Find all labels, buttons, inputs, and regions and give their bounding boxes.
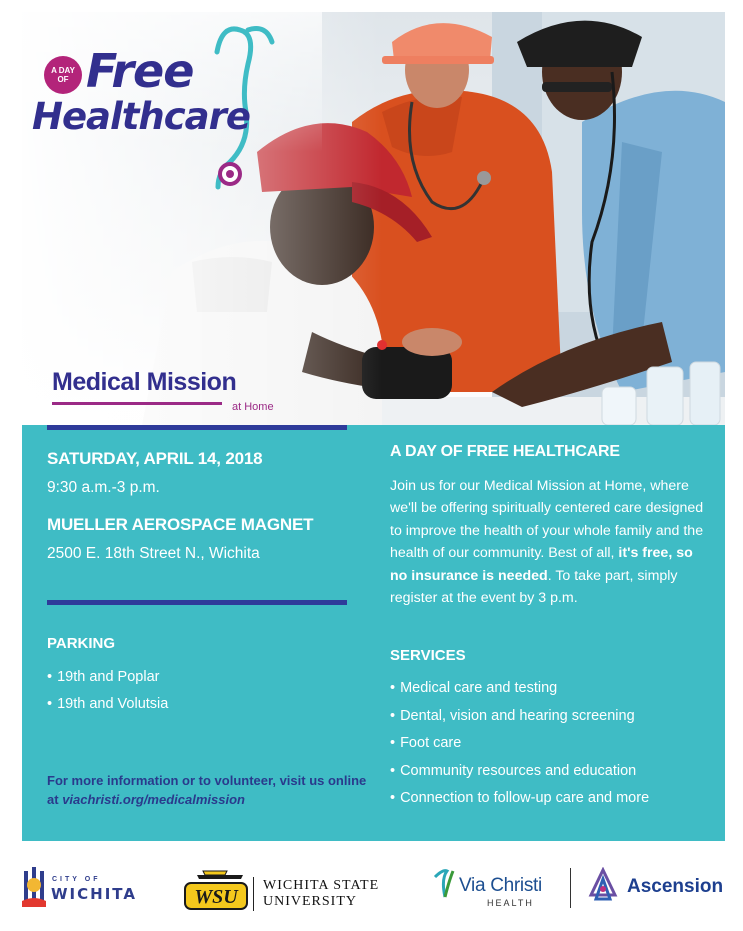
medical-mission-title: Medical Mission bbox=[52, 368, 237, 396]
via-christi-sub: HEALTH bbox=[487, 898, 534, 908]
mid-divider-bar bbox=[47, 600, 347, 605]
wsu-divider bbox=[253, 877, 254, 911]
via-christi-name: Via Christi bbox=[459, 875, 542, 896]
wichita-city-label: CITY OF bbox=[52, 876, 101, 883]
medical-mission-rule bbox=[52, 402, 222, 405]
wsu-mark-text: WSU bbox=[194, 886, 238, 908]
services-heading: SERVICES bbox=[390, 647, 466, 664]
sponsor-logos bbox=[0, 841, 743, 931]
services-list bbox=[390, 675, 649, 813]
list-item: • Dental, vision and hearing screening bbox=[390, 707, 635, 724]
ascension-icon bbox=[585, 867, 621, 903]
via-christi-logo bbox=[433, 865, 573, 915]
medical-mission-subtitle: at Home bbox=[232, 401, 274, 413]
list-item: • Connection to follow-up care and more bbox=[390, 790, 650, 806]
more-info-text: For more information or to volunteer, visit us online at viachristi.org/medicalmission bbox=[47, 773, 367, 807]
top-divider-bar bbox=[47, 425, 347, 430]
wichita-state-logo bbox=[183, 869, 383, 913]
info-panel bbox=[22, 425, 725, 841]
event-address: 2500 E. 18th Street N., Wichita bbox=[47, 545, 260, 562]
event-date: SATURDAY, APRIL 14, 2018 bbox=[47, 449, 263, 468]
logo-separator bbox=[570, 868, 571, 908]
wsu-name: WICHITA STATE UNIVERSITY bbox=[263, 878, 380, 909]
parking-list bbox=[47, 664, 168, 718]
more-info-link[interactable]: viachristi.org/medicalmission bbox=[62, 792, 245, 807]
day-of-badge: A DAY OF bbox=[44, 56, 82, 94]
wichita-flag-icon bbox=[22, 865, 48, 909]
wichita-name: WICHITA bbox=[51, 885, 137, 903]
about-heading: A DAY OF FREE HEALTHCARE bbox=[390, 443, 620, 460]
via-christi-icon bbox=[433, 867, 459, 903]
hero-photo bbox=[22, 12, 725, 425]
about-body: Join us for our Medical Mission at Home, where we'll be offering spiritually centered care designed to improve the health of your whole family and the health of our community. Best of all, it's free, so no insurance is needed. To take part, simply register at the event by 3 p.m. bbox=[390, 478, 704, 607]
list-item: • 19th and Poplar bbox=[47, 669, 160, 685]
ascension-name: Ascension bbox=[627, 876, 724, 897]
wsu-shocker-icon bbox=[183, 869, 249, 913]
parking-heading: PARKING bbox=[47, 635, 116, 652]
title-free: Free bbox=[86, 44, 194, 98]
event-venue: MUELLER AEROSPACE MAGNET bbox=[47, 515, 314, 534]
medical-mission-logo bbox=[52, 368, 292, 413]
list-item: • 19th and Volutsia bbox=[47, 696, 169, 712]
ascension-logo bbox=[585, 867, 735, 907]
city-of-wichita-logo bbox=[22, 865, 137, 911]
title-healthcare: Healthcare bbox=[32, 95, 250, 138]
event-time: 9:30 a.m.-3 p.m. bbox=[47, 479, 160, 496]
list-item: • Medical care and testing bbox=[390, 680, 558, 696]
list-item: • Community resources and education bbox=[390, 762, 637, 779]
list-item: • Foot care bbox=[390, 735, 462, 751]
